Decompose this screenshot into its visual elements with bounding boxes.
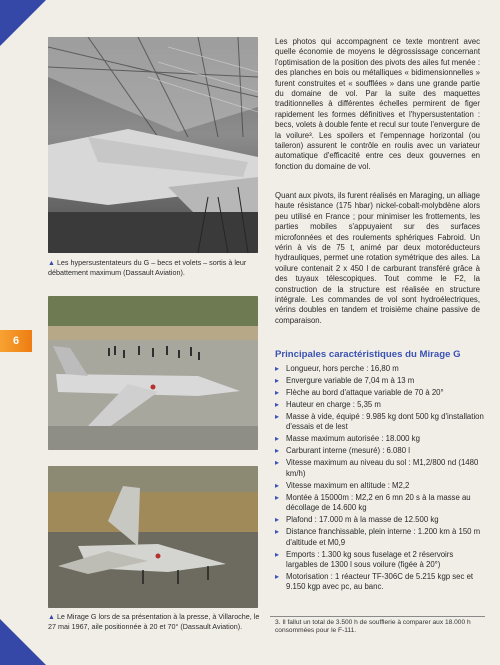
bullet-arrow-icon: ▸ bbox=[275, 527, 280, 537]
footnote: 3. Il fallut un total de 3.500 h de soufflerie à comparer aux 18.000 h consommées pour le F-111. bbox=[275, 619, 471, 635]
bullet-arrow-icon: ▸ bbox=[275, 412, 280, 421]
spec-item bbox=[275, 572, 485, 593]
caption-text: Le Mirage G lors de sa présentation à la presse, à Villaroche, le 27 mai 1967, aile positionnée à 20 et 70° (Dassault Aviation). bbox=[48, 612, 260, 631]
spec-item bbox=[275, 412, 485, 433]
spec-item bbox=[275, 400, 485, 410]
caption-photo-3 bbox=[48, 612, 260, 631]
bullet-arrow-icon: ▸ bbox=[275, 549, 280, 559]
bullet-arrow-icon: ▸ bbox=[275, 388, 280, 397]
spec-item-text: Flèche au bord d'attaque variable de 70 à 20° bbox=[286, 388, 444, 397]
bullet-arrow-icon: ▸ bbox=[275, 458, 280, 468]
page-number-tab bbox=[0, 330, 32, 352]
bullet-arrow-icon: ▸ bbox=[275, 446, 280, 456]
spec-item-text: Hauteur en charge : 5,35 m bbox=[286, 400, 381, 409]
bullet-arrow-icon: ▸ bbox=[275, 400, 280, 409]
spec-item-text: Plafond : 17.000 m à la masse de 12.500 kg bbox=[286, 515, 439, 525]
bullet-arrow-icon: ▸ bbox=[275, 572, 280, 582]
specs-list bbox=[275, 364, 485, 594]
spec-item bbox=[275, 481, 485, 491]
caption-photo-1 bbox=[48, 258, 260, 277]
spec-item bbox=[275, 364, 485, 374]
bullet-arrow-icon: ▸ bbox=[275, 480, 280, 490]
spec-item-text: Longueur, hors perche : 16,80 m bbox=[286, 364, 399, 373]
spec-item bbox=[275, 446, 485, 456]
spec-item bbox=[275, 376, 485, 386]
caption-text: Les hypersustentateurs du G – becs et volets – sortis à leur débattement maximum (Dassault Aviation). bbox=[48, 258, 247, 277]
spec-item bbox=[275, 527, 485, 548]
spec-item bbox=[275, 388, 485, 398]
page-number: 6 bbox=[12, 335, 20, 347]
corner-decoration-top bbox=[0, 0, 46, 46]
photo-hangar-model bbox=[48, 37, 258, 253]
bullet-arrow-icon: ▸ bbox=[275, 364, 280, 373]
specs-heading: Principales caractéristiques du Mirage G bbox=[275, 349, 461, 360]
spec-item bbox=[275, 550, 485, 571]
spec-item-text: Masse maximum autorisée : 18.000 kg bbox=[286, 434, 420, 444]
caption-marker-icon: ▲ bbox=[48, 614, 55, 621]
caption-marker-icon: ▲ bbox=[48, 260, 55, 267]
spec-item-text: Motorisation : 1 réacteur TF-306C de 5.215 kgp sec et 9.150 kgp avec pc, au banc. bbox=[286, 572, 474, 592]
bullet-arrow-icon: ▸ bbox=[275, 376, 280, 385]
spec-item bbox=[275, 515, 485, 525]
spec-item-text: Envergure variable de 7,04 m à 13 m bbox=[286, 376, 415, 385]
footnote-divider bbox=[270, 616, 485, 617]
spec-item bbox=[275, 493, 485, 514]
spec-item-text: Vitesse maximum en altitude : M2,2 bbox=[286, 480, 410, 490]
bullet-arrow-icon: ▸ bbox=[275, 434, 280, 444]
bullet-arrow-icon: ▸ bbox=[275, 515, 280, 525]
spec-item-text: Emports : 1.300 kg sous fuselage et 2 réservoirs largables de 1300 l sous voilure (figée à 20°) bbox=[286, 549, 454, 570]
spec-item-text: Distance franchissable, plein interne : 1.200 km à 150 m d'altitude et M0,9 bbox=[286, 527, 481, 547]
spec-item-text: Carburant interne (mesuré) : 6.080 l bbox=[286, 446, 410, 456]
bullet-arrow-icon: ▸ bbox=[275, 492, 280, 502]
spec-item bbox=[275, 458, 485, 479]
photo-runway-aircraft bbox=[48, 296, 258, 450]
body-paragraph-1: Les photos qui accompagnent ce texte montrent avec quelle économie de moyens le dégrossissage concernant l'optimisation de la position des pivots des ailes fut menée : des planches en bois ou métalliques « bidimensionnelles » furent construites et « soufflées » dans une grande partie du domaine de vol. Par la suite des maquettes traditionnelles à différentes échelles permirent de figer rapidement les formes définitives et l'hypersustentation : becs, volets à double fente et recul sur toute l'envergure de la voilure³. Les spoilers et l'empennage horizontal (ou taileron) assurent le contrôle en roulis avec un variateur automatique d'efficacité entre ces deux gouvernes en fonction du domaine de vol. bbox=[275, 37, 480, 171]
body-paragraph-2: Quant aux pivots, ils furent réalisés en Maraging, un alliage haute résistance (175 hbar) nickel-cobalt-molybdène alors peu utilisé en France ; pour minimiser les frottements, les parties mobiles s'appuyaient sur des surfaces microfonnées et des roulements sphériques Fabroid. Un vérin à vis de 75 t, animé par deux motoréducteurs hydrauliques, permet une rotation symétrique des ailes. La voilure contenait 2 x 450 l de carburant transféré grâce à des tuyaux télescopiques. Tout comme le F2, la construction de la structure est réalisée en structure intégrale. Les commandes de vol sont hydroélectriques, vérins doubles en tandem et troisième chaine passive de comparaison. bbox=[275, 191, 480, 325]
spec-item-text: Masse à vide, équipé : 9.985 kg dont 500 kg d'installation d'essais et de lest bbox=[286, 412, 484, 432]
spec-item-text: Montée à 15000m : M2,2 en 6 mn 20 s à la masse au décollage de 14.600 kg bbox=[286, 492, 471, 513]
spec-item bbox=[275, 434, 485, 444]
corner-decoration-bottom bbox=[0, 619, 46, 665]
photo-mirage-g bbox=[48, 466, 258, 608]
spec-item-text: Vitesse maximum au niveau du sol : M1,2/800 nd (1480 km/h) bbox=[286, 458, 479, 478]
